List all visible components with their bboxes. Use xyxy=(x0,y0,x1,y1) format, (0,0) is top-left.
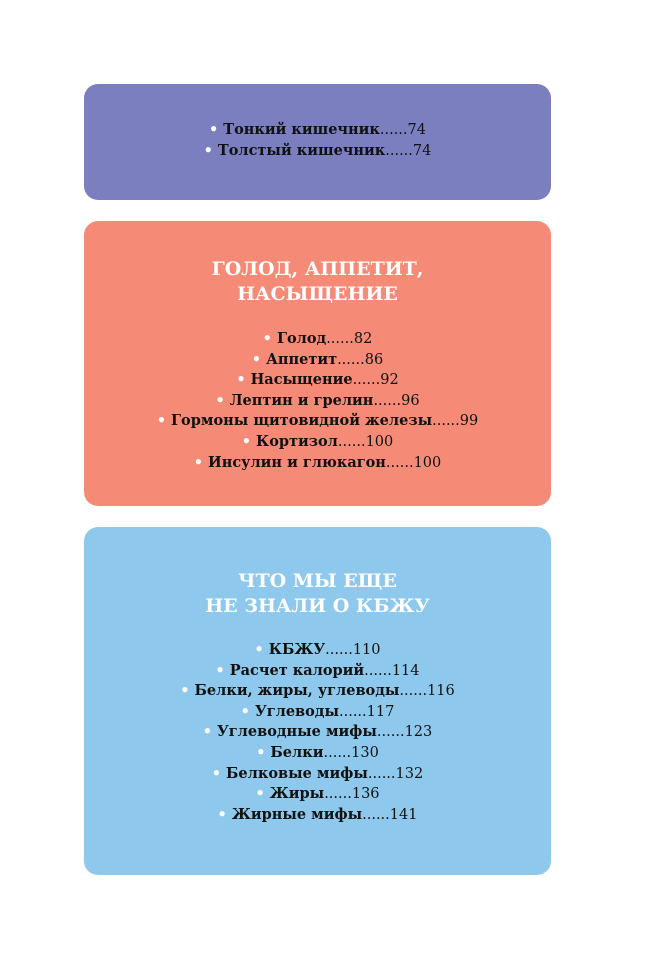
toc-item[interactable]: • Инсулин и глюкагон......100 xyxy=(193,453,442,471)
bullet-icon: • xyxy=(256,743,266,761)
bullet-icon: • xyxy=(241,432,252,450)
toc-item[interactable]: • Тонкий кишечник......74 xyxy=(209,121,426,138)
toc-item[interactable]: • Голод......82 xyxy=(262,330,373,347)
toc-item[interactable]: • Расчет калорий......114 xyxy=(215,661,420,679)
bullet-icon: • xyxy=(240,702,250,720)
bullet-icon: • xyxy=(202,723,213,741)
toc-item[interactable]: • Жирные мифы......141 xyxy=(217,805,418,823)
toc-item[interactable]: • Толстый кишечник......74 xyxy=(203,141,432,159)
toc-item[interactable]: • Аппетит......86 xyxy=(251,350,384,368)
toc-item[interactable]: • Кортизол......100 xyxy=(241,432,394,450)
bullet-icon: • xyxy=(180,682,190,700)
bullet-icon: • xyxy=(236,371,246,389)
toc-item[interactable]: • Белки......130 xyxy=(256,743,379,761)
toc-item[interactable]: • Гормоны щитовидной железы......99 xyxy=(156,412,479,430)
toc-item[interactable]: • Углеводы......117 xyxy=(240,702,395,720)
toc-item[interactable]: • Белки, жиры, углеводы......116 xyxy=(180,682,455,700)
bullet-icon: • xyxy=(193,453,204,471)
bullet-icon: • xyxy=(262,330,272,347)
toc-list xyxy=(84,307,551,473)
bullet-icon: • xyxy=(254,641,264,658)
section-title: ЧТО МЫ ЕЩЕ НЕ ЗНАЛИ О КБЖУ xyxy=(205,570,430,617)
toc-item[interactable]: • КБЖУ......110 xyxy=(254,641,381,658)
bullet-icon: • xyxy=(217,805,227,823)
bullet-icon: • xyxy=(215,661,225,679)
toc-section-hunger xyxy=(84,221,551,506)
section-title: ГОЛОД, АППЕТИТ, НАСЫЩЕНИЕ xyxy=(211,258,424,305)
bullet-icon: • xyxy=(255,785,265,803)
bullet-icon: • xyxy=(156,412,167,430)
toc-item[interactable]: • Углеводные мифы......123 xyxy=(202,723,433,741)
toc-section-digestion-end xyxy=(84,84,551,200)
toc-list xyxy=(84,84,551,161)
toc-list xyxy=(84,619,551,825)
bullet-icon: • xyxy=(209,121,219,138)
bullet-icon: • xyxy=(215,391,225,409)
bullet-icon: • xyxy=(251,350,262,368)
toc-item[interactable]: • Лептин и грелин......96 xyxy=(215,391,420,409)
bullet-icon: • xyxy=(211,764,222,782)
toc-item[interactable]: • Белковые мифы......132 xyxy=(211,764,424,782)
toc-item[interactable]: • Жиры......136 xyxy=(255,785,380,803)
toc-item[interactable]: • Насыщение......92 xyxy=(236,371,399,389)
toc-section-kbju xyxy=(84,527,551,875)
bullet-icon: • xyxy=(203,141,213,159)
